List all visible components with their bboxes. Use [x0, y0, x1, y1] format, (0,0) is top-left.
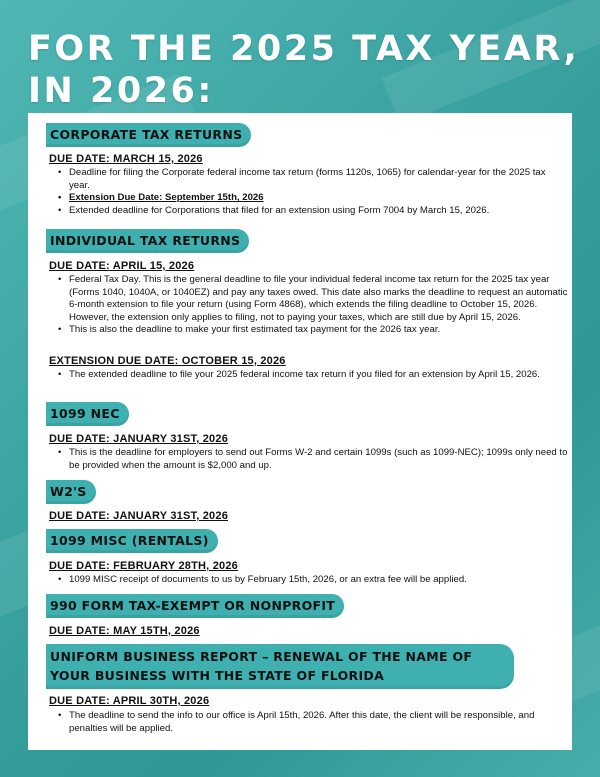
bullet-list-individual-extension: [56, 369, 569, 382]
list-item: • 1099 MISC receipt of documents to us by February 15th, 2026, or an extra fee will be applied.: [69, 574, 569, 587]
section-heading-individual: INDIVIDUAL TAX RETURNS: [46, 229, 249, 253]
list-item: • The extended deadline to file your 2025 federal income tax return if you filed for an extension by April 15, 2026.: [69, 369, 569, 382]
due-date-990: DUE DATE: MAY 15TH, 2026: [49, 625, 200, 637]
title-line-1: FOR THE 2025 TAX YEAR,: [28, 29, 580, 69]
bullet-list-1099-misc: [56, 574, 569, 587]
section-heading-1099-misc: 1099 MISC (RENTALS): [46, 529, 218, 553]
bullet-list-individual: [56, 274, 569, 337]
deadlines-panel: [28, 113, 572, 750]
due-date-1099-misc: DUE DATE: FEBRUARY 28TH, 2026: [49, 560, 238, 572]
list-item: • Extension Due Date: September 15th, 2026: [69, 192, 569, 205]
title-line-2: IN 2026:: [28, 71, 214, 111]
list-item: • This is also the deadline to make your first estimated tax payment for the 2026 tax year.: [69, 324, 569, 337]
extension-due-date-individual: EXTENSION DUE DATE: OCTOBER 15, 2026: [49, 355, 286, 367]
due-date-corporate: DUE DATE: MARCH 15, 2026: [49, 153, 203, 165]
bullet-list-1099-nec: [56, 447, 569, 472]
page-title: [28, 28, 579, 112]
list-item: • This is the deadline for employers to send out Forms W-2 and certain 1099s (such as 1099-NEC); 1099s only need to be provided when the amount is $2,000 and up.: [69, 447, 569, 472]
section-heading-corporate: CORPORATE TAX RETURNS: [46, 123, 251, 147]
list-item: • Extended deadline for Corporations that filed for an extension using Form 7004 by March 15, 2026.: [69, 205, 569, 218]
list-item: • The deadline to send the info to our office is April 15th, 2026. After this date, the client will be responsible, and penalties will be applied.: [69, 710, 569, 735]
due-date-w2: DUE DATE: JANUARY 31ST, 2026: [49, 510, 229, 522]
due-date-individual: DUE DATE: APRIL 15, 2026: [49, 260, 195, 272]
list-item: • Federal Tax Day. This is the general deadline to file your individual federal income tax return for the 2025 tax year (Forms 1040, 1040A, or 1040EZ) and pay any taxes owed. This date also marks the deadline to request an automatic 6-month extension to file your return (using Form 4868), which extends the filing deadline to October 15, 2026. However, the extension only applies to filing, not to paying your taxes, which are still due by April 15, 2026.: [69, 274, 569, 324]
section-heading-1099-nec: 1099 NEC: [46, 402, 129, 426]
bullet-list-uniform-business-report: [56, 710, 569, 735]
list-item: • Deadline for filing the Corporate federal income tax return (forms 1120s, 1065) for calendar-year for the 2025 tax year.: [69, 167, 569, 192]
section-heading-990: 990 FORM TAX-EXEMPT OR NONPROFIT: [46, 594, 344, 618]
section-heading-w2: W2'S: [46, 480, 96, 504]
due-date-uniform-business-report: DUE DATE: APRIL 30TH, 2026: [49, 695, 210, 707]
section-heading-uniform-business-report: UNIFORM BUSINESS REPORT – RENEWAL OF THE NAME OF YOUR BUSINESS WITH THE STATE OF FLORIDA: [46, 644, 514, 689]
bullet-list-corporate: [56, 167, 569, 217]
due-date-1099-nec: DUE DATE: JANUARY 31ST, 2026: [49, 433, 229, 445]
